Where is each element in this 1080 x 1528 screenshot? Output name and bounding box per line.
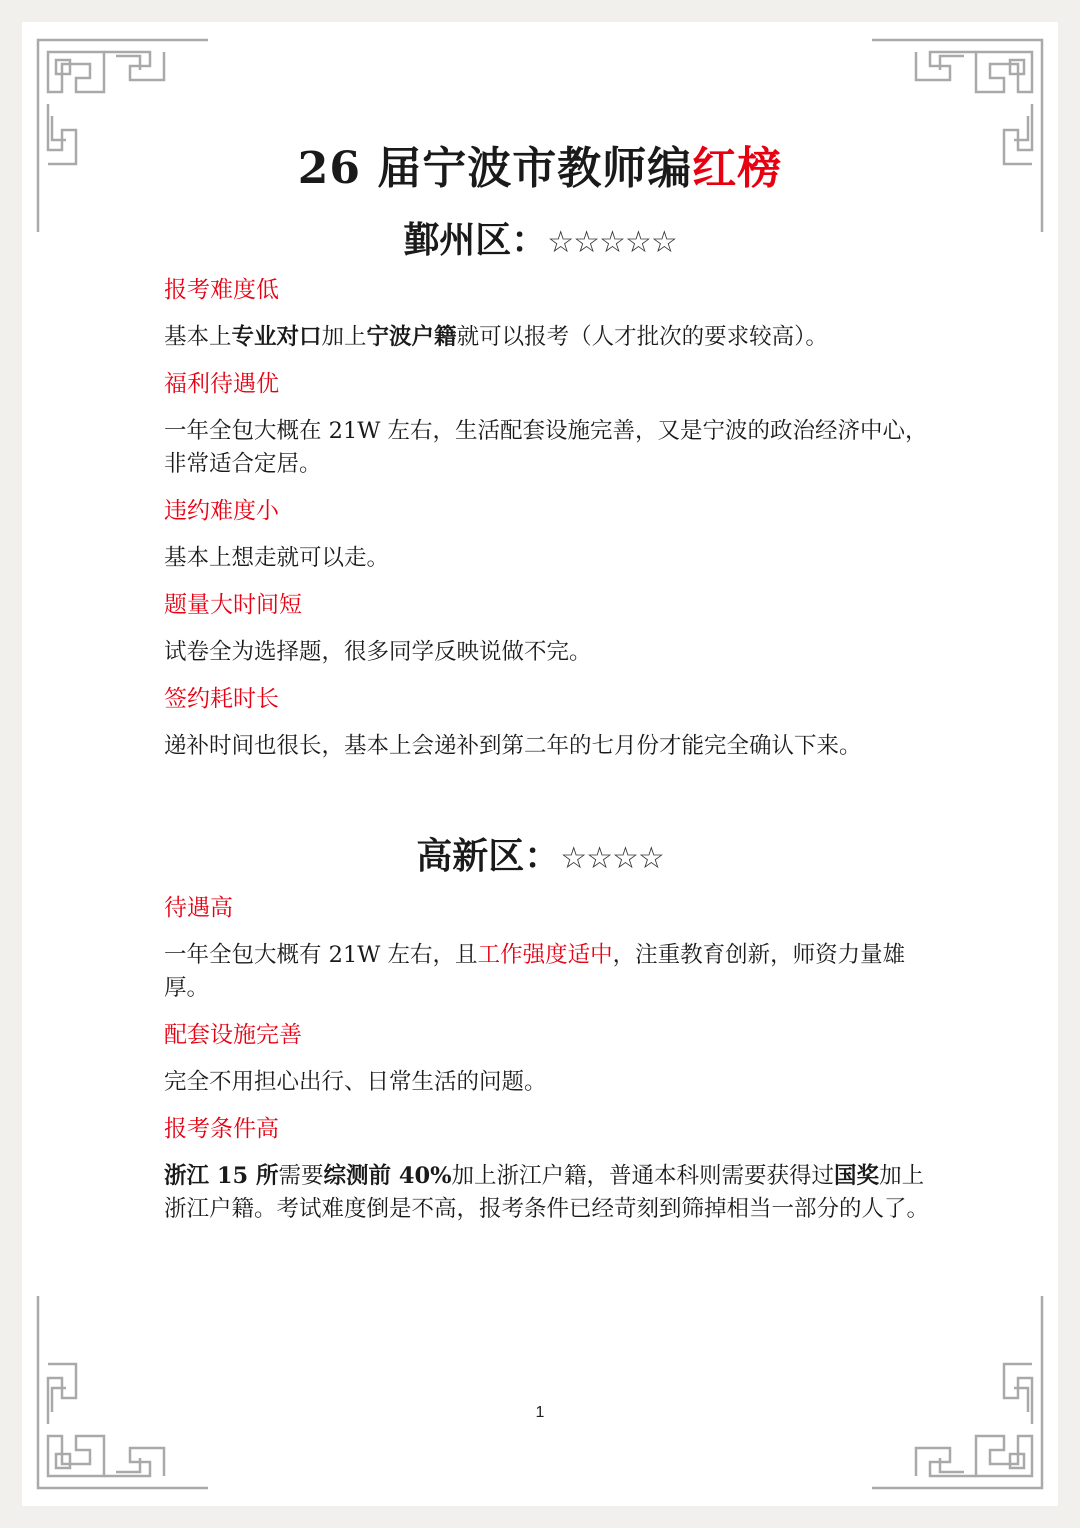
point-title: 配套设施完善	[164, 1022, 302, 1048]
page-title	[0, 132, 1080, 196]
point-body: 递补时间也很长，基本上会递补到第二年的七月份才能完全确认下来。	[164, 733, 862, 759]
title-accent: 红榜	[692, 143, 783, 194]
star-rating-icon: ☆☆☆☆☆	[547, 225, 677, 260]
point-title: 待遇高	[164, 895, 233, 921]
section-content-gaoxin	[164, 893, 944, 1226]
point-body: 完全不用担心出行、日常生活的问题。	[164, 1069, 547, 1095]
point-body: 浙江 15 所需要综测前 40%加上浙江户籍，普通本科则需要获得过国奖加上浙江户籍。考试难度倒是不高，报考条件已经苛刻到筛掉相当一部分的人了。	[164, 1163, 930, 1222]
district-name: 高新区：	[416, 835, 561, 877]
section-heading-gaoxin	[0, 828, 1080, 879]
point-title: 报考难度低	[164, 277, 279, 303]
ornament-bottom-left	[38, 1296, 208, 1488]
point-body: 基本上专业对口加上宁波户籍就可以报考（人才批次的要求较高）。	[164, 324, 828, 350]
star-rating-icon: ☆☆☆☆	[560, 841, 664, 876]
section-content-yinzhou	[164, 275, 944, 763]
point-title: 违约难度小	[164, 498, 279, 524]
district-name: 鄞州区：	[403, 219, 548, 261]
point-title: 题量大时间短	[164, 592, 302, 618]
point-title: 签约耗时长	[164, 686, 279, 712]
point-title: 福利待遇优	[164, 371, 279, 397]
point-body: 一年全包大概在 21W 左右，生活配套设施完善，又是宁波的政治经济中心，非常适合定居。	[164, 418, 928, 477]
section-heading-yinzhou	[0, 212, 1080, 263]
title-main: 26 届宁波市教师编	[297, 143, 693, 194]
point-body: 试卷全为选择题，很多同学反映说做不完。	[164, 639, 592, 665]
page-number: 1	[535, 1404, 545, 1421]
point-body: 基本上想走就可以走。	[164, 545, 390, 571]
point-title: 报考条件高	[164, 1116, 279, 1142]
point-body: 一年全包大概有 21W 左右，且工作强度适中，注重教育创新，师资力量雄厚。	[164, 942, 906, 1001]
ornament-bottom-right	[872, 1296, 1042, 1488]
